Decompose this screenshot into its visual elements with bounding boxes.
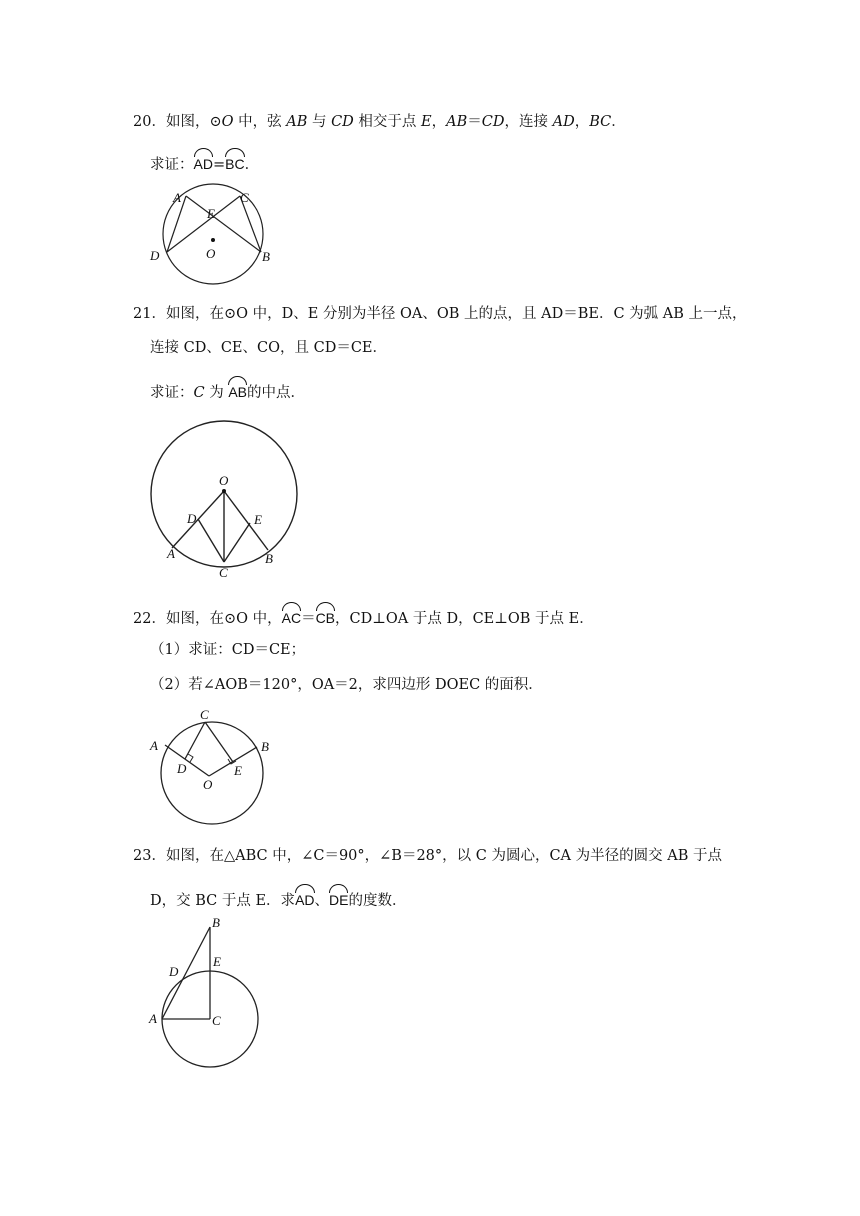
arc-ab: AB bbox=[228, 378, 247, 402]
q20-text: 中，弦 bbox=[233, 114, 287, 130]
arc-cb: CB bbox=[316, 604, 335, 628]
label-d: D bbox=[187, 511, 197, 526]
q22-text: 如图，在⊙O 中， bbox=[165, 611, 282, 627]
q23-number: 23． bbox=[133, 848, 166, 864]
q20-text: ． bbox=[611, 114, 626, 130]
label-c: C bbox=[219, 565, 228, 580]
q21-text: 为 bbox=[204, 385, 229, 401]
q20-text: ． bbox=[244, 157, 260, 173]
arc-ad: AD bbox=[295, 886, 314, 910]
label-e: E bbox=[234, 763, 242, 778]
q20-prove: 求证： bbox=[150, 157, 194, 173]
label-o: O bbox=[206, 246, 216, 261]
q20-eq: ＝ bbox=[467, 114, 482, 130]
q20-text: ，连接 bbox=[504, 114, 553, 130]
label-d: D bbox=[150, 248, 160, 263]
q22-part2-text: （2）若∠AOB＝120°，OA＝2，求四边形 DOEC 的面积． bbox=[150, 677, 543, 693]
q20-number: 20． bbox=[133, 114, 166, 130]
q20-text: 相交于点 bbox=[353, 114, 422, 130]
arc-bc: BC bbox=[225, 150, 244, 174]
label-a: A bbox=[150, 738, 158, 753]
label-a: A bbox=[149, 1011, 157, 1026]
label-d: D bbox=[177, 761, 187, 776]
q20-text: 如图， bbox=[165, 114, 210, 130]
q22-part1-text: （1）求证：CD＝CE； bbox=[150, 642, 306, 658]
q21-text: 如图，在⊙O 中，D、E 分别为半径 OA、OB 上的点，且 AD＝BE．C 为弧 AB 上一点， bbox=[165, 306, 747, 322]
q21-line2 bbox=[150, 338, 387, 358]
q22-part2 bbox=[150, 675, 543, 695]
q20-figure bbox=[140, 180, 290, 290]
label-a: A bbox=[173, 190, 181, 205]
q21-line1 bbox=[133, 304, 747, 324]
label-c: C bbox=[200, 707, 209, 722]
q21-c: C bbox=[193, 385, 205, 401]
q22-line1 bbox=[133, 604, 594, 629]
label-b: B bbox=[261, 739, 269, 754]
label-b: B bbox=[262, 249, 270, 264]
label-d: D bbox=[169, 964, 179, 979]
q22-part1 bbox=[150, 640, 305, 660]
q21-prove-line bbox=[150, 378, 305, 403]
q20-prove-line bbox=[150, 150, 259, 175]
q23-text: D，交 BC 于点 E．求 bbox=[150, 893, 296, 909]
q21-text: 的中点． bbox=[247, 385, 306, 401]
label-e: E bbox=[213, 954, 221, 969]
q20-text: ， bbox=[431, 114, 447, 130]
circle-symbol: ⊙ bbox=[209, 114, 222, 130]
q20-eq: = bbox=[212, 157, 226, 173]
q20-cd: CD bbox=[331, 114, 354, 130]
label-e: E bbox=[207, 206, 215, 221]
q21-prove: 求证： bbox=[150, 385, 194, 401]
arc-de: DE bbox=[329, 886, 348, 910]
q20-ad: AD bbox=[552, 114, 575, 130]
q20-ab: AB bbox=[446, 114, 468, 130]
q22-eq: ＝ bbox=[301, 611, 316, 627]
label-c: C bbox=[240, 190, 249, 205]
q20-o: O bbox=[221, 114, 234, 130]
q21-text: 连接 CD、CE、CO，且 CD＝CE． bbox=[150, 340, 387, 356]
q23-figure bbox=[145, 915, 275, 1075]
q23-line2 bbox=[150, 886, 406, 911]
q20-e: E bbox=[421, 114, 432, 130]
q21-number: 21． bbox=[133, 306, 166, 322]
q22-number: 22． bbox=[133, 611, 166, 627]
q20-line1 bbox=[133, 112, 626, 132]
label-c: C bbox=[212, 1013, 221, 1028]
q23-text: 、 bbox=[314, 893, 330, 909]
arc-ad: AD bbox=[194, 150, 213, 174]
label-o: O bbox=[219, 473, 229, 488]
label-a: A bbox=[167, 546, 175, 561]
arc-ac: AC bbox=[282, 604, 301, 628]
label-b: B bbox=[212, 915, 220, 930]
q20-text: 与 bbox=[307, 114, 332, 130]
label-b: B bbox=[265, 551, 273, 566]
q23-text: 如图，在△ABC 中，∠C＝90°，∠B＝28°，以 C 为圆心，CA 为半径的圆交 AB 于点 bbox=[165, 848, 722, 864]
label-e: E bbox=[254, 512, 262, 527]
q22-figure bbox=[145, 705, 285, 825]
q21-figure bbox=[150, 415, 310, 590]
q20-cd: CD bbox=[481, 114, 505, 130]
q20-ab: AB bbox=[286, 114, 308, 130]
q23-text: 的度数． bbox=[348, 893, 407, 909]
q20-bc: BC bbox=[589, 114, 612, 130]
q23-line1 bbox=[133, 846, 722, 866]
q20-text: ， bbox=[574, 114, 590, 130]
label-o: O bbox=[203, 777, 213, 792]
q22-text: ，CD⊥OA 于点 D，CE⊥OB 于点 E． bbox=[335, 611, 594, 627]
